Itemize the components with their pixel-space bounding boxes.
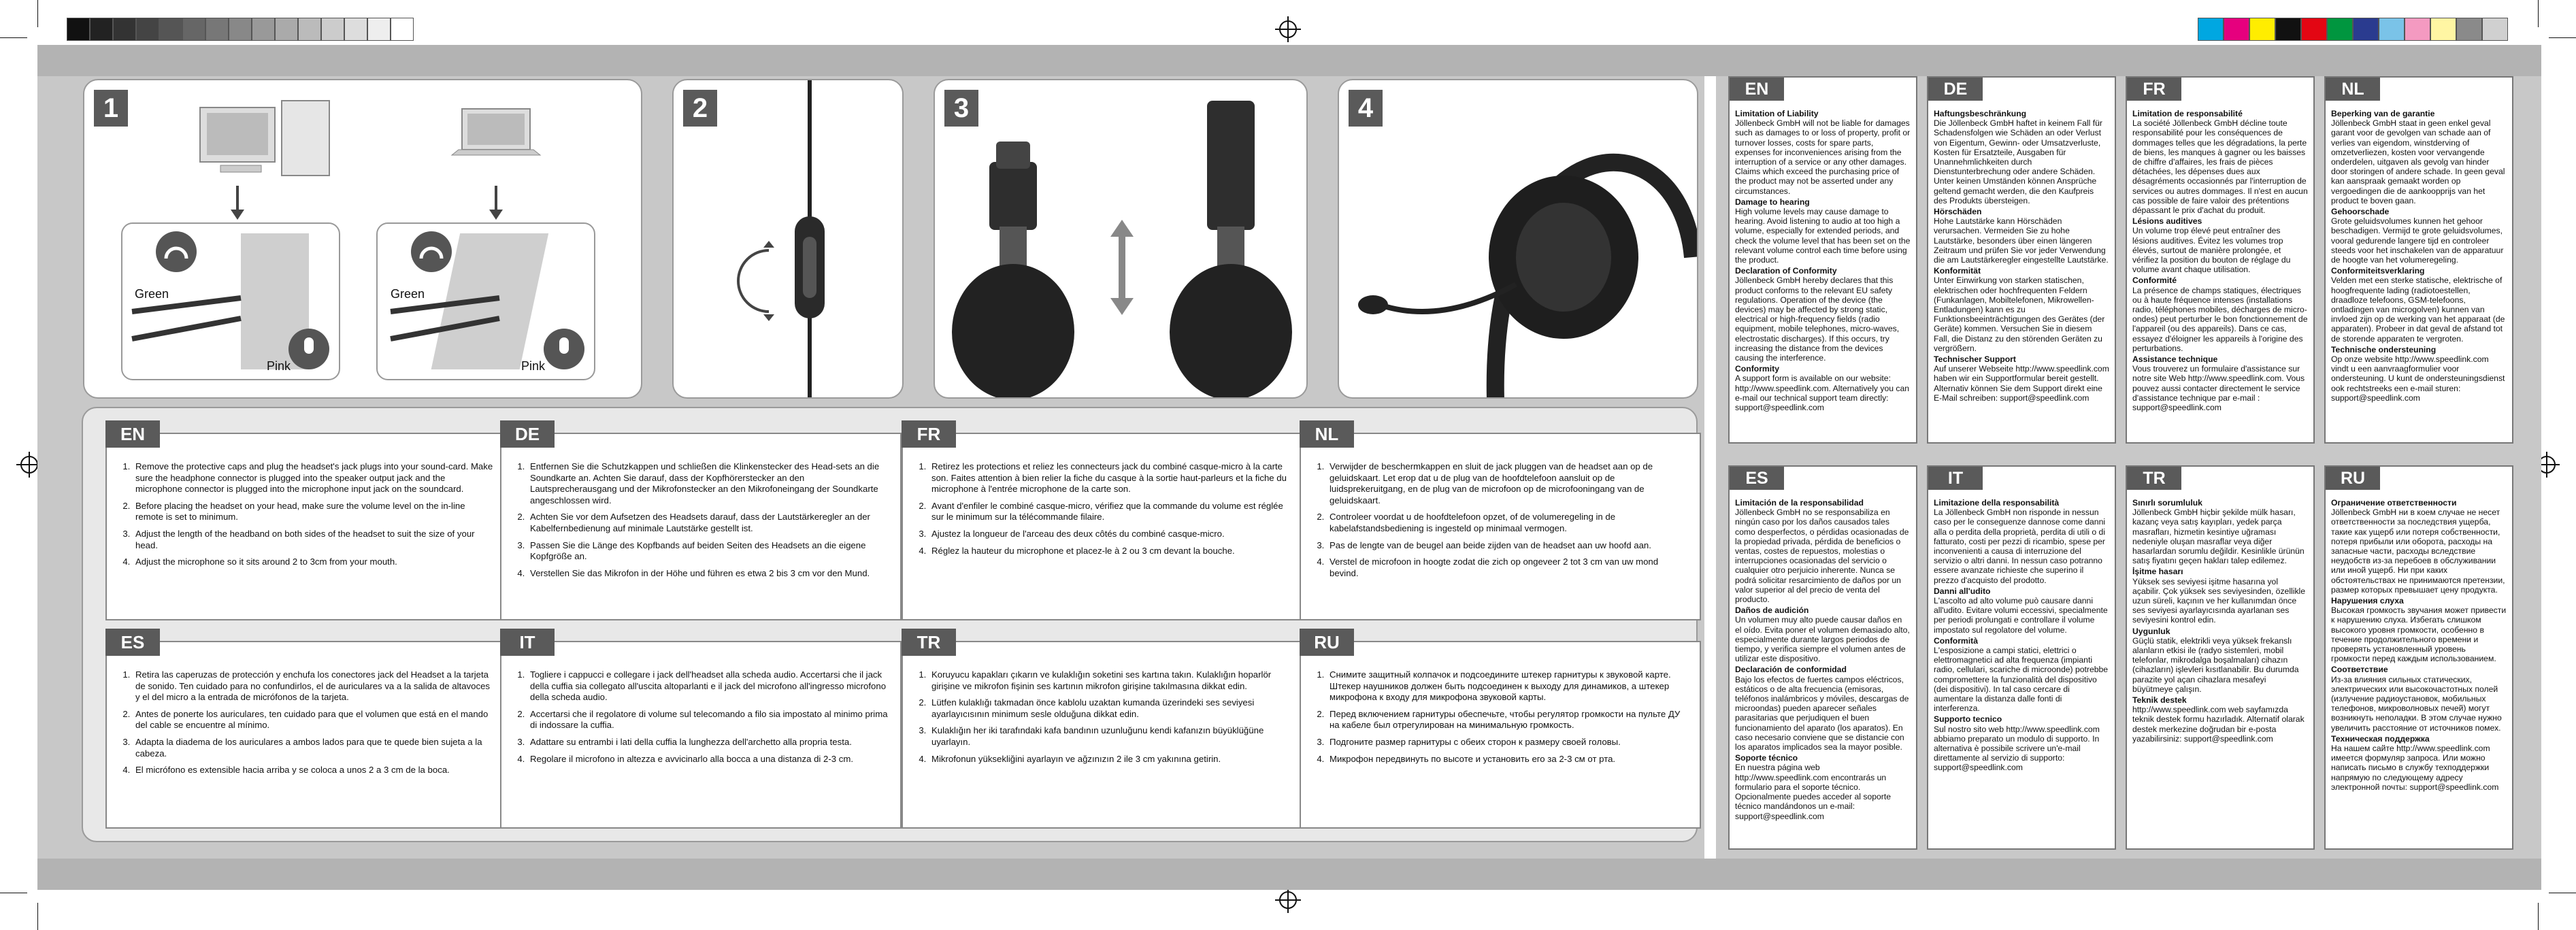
language-tag: IT (500, 629, 555, 656)
section-heading: Conformiteitsverklaring (2331, 266, 2425, 276)
color-swatch (2430, 18, 2456, 41)
section-heading: Haftungsbeschränkung (1934, 109, 2027, 118)
legal-column-fr (2126, 76, 2315, 444)
section-heading: Нарушения слуха (2331, 596, 2404, 606)
step-4-panel (1338, 79, 1698, 399)
step-1-illustration (84, 80, 642, 399)
section-text: Yüksek ses seviyesi işitme hasarına yol açabilir. Çok yüksek ses seviyesinden, özellikle uzun süreli, kaçının ve her kullanımdan önce ses seviyesi ayarlayıcısında ayarlanan ses seviyesini kontrol edin. (2132, 576, 2306, 625)
color-swatch (2275, 18, 2301, 41)
instruction-box-nl (1300, 423, 1701, 620)
instruction-list (1301, 642, 1700, 780)
language-tag: EN (1730, 78, 1784, 101)
section-text: Из-за влияния сильных статических, электрических или высокочастотных полей (излучение радиоустановок, мобильных телефонов, микроволновых печей) могут возникнуть неполадки. В этом случае нужно увеличить расстояние от источников помех. (2331, 674, 2502, 733)
crop-mark (37, 903, 38, 930)
instruction-box-es (105, 631, 507, 829)
crop-mark (37, 0, 38, 27)
language-tag: TR (902, 629, 956, 656)
language-tag: NL (1300, 420, 1354, 448)
step-number: 1 (94, 90, 128, 127)
step-1-panel (83, 79, 642, 399)
calibration-swatch (90, 18, 113, 41)
section-heading: Assistance technique (2132, 354, 2218, 365)
language-tag: DE (1928, 78, 1983, 101)
legal-column-body (2127, 101, 2313, 418)
legal-column-tr (2126, 465, 2315, 850)
section-text: Güçlü statik, elektrikli veya yüksek frekanslı alanların etkisi ile (radyo sistemleri, mobil telefonlar, mikrodalga boşalmaları) cihazın (cihazların) işlevleri kısıtlanabilir. Bu durumda parazite yol açan cihazlara mesafeyi büyütmeye çalışın. (2132, 635, 2299, 694)
crop-mark (2538, 903, 2539, 930)
color-swatch (2198, 18, 2224, 41)
instruction-list (501, 434, 900, 594)
section-heading: Daños de audición (1735, 605, 1809, 616)
instruction-item: 3. Kulaklığın her iki tarafındaki kafa bandının uzunluğunu kendi kafanızın büyüklüğüne uyarlayın. (929, 725, 1289, 748)
section-heading: Supporto tecnico (1934, 714, 2002, 725)
section-text: Die Jöllenbeck GmbH haftet in keinem Fall für Schadensfolgen wie Schäden an oder Verlust von Eigentum, Gewinn- oder Umsatzverluste, Kosten für Ersatzteile, Ausgaben für Unannehmlichkeiten durch Dienstunterbrechung oder andere Schäden. Unter keinen Umständen können Ansprüche geltend gemacht werden, die den Kaufpreis des Produkts übersteigen. (1934, 118, 2102, 205)
section-heading: Limitazione della responsabilità (1934, 498, 2060, 508)
instruction-list (107, 434, 506, 583)
calibration-swatch (298, 18, 321, 41)
color-calibration-bar (2198, 18, 2508, 41)
instruction-item: 3. Adapta la diadema de los auriculares a ambos lados para que te quede bien sujeta a la cabeza. (133, 737, 493, 759)
section-text: Un volumen muy alto puede causar daños en el oído. Evita poner el volumen demasiado alto, especialmente durante largos periodos de tiempo, y verifica siempre el volumen antes de utilizar este dispositivo. (1735, 615, 1910, 664)
legal-column-ru (2324, 465, 2513, 850)
section-text: Высокая громкость звучания может привести к нарушению слуха. Избегать слишком высокого уровня громкости, особенно в течение продолжительного времени и проверять установленный уровень громкости перед каждым использованием. (2331, 605, 2507, 664)
section-heading: Teknik destek (2132, 695, 2187, 705)
section-text: Bajo los efectos de fuertes campos eléctricos, estáticos o de alta frecuencia (emisoras, teléfonos inalámbricos y móviles, descargas de microondas) pueden aparecer señales parasitarias que perjudiquen el buen funcionamiento del aparato (los aparatos). En caso necesario conviene que se distancie con los aparatos implicados sea la mayor posible. (1735, 674, 1909, 752)
instruction-list (1301, 434, 1700, 594)
top-band (37, 45, 2541, 76)
registration-mark (20, 456, 38, 474)
instruction-item: 1. Verwijder de beschermkappen en sluit de jack pluggen van de headset aan op de geluidskaart. Let erop dat u de plug van de hoofdtelefoon aansluit op de luidsprekeruitgang, en de plug van de microfoon op de microfooningang van de geluidskaart. (1327, 461, 1687, 506)
section-heading: Beperking van de garantie (2331, 109, 2435, 118)
pink-label: Pink (521, 359, 546, 373)
section-text: Grote geluidsvolumes kunnen het gehoor beschadigen. Vermijd te grote geluidsvolumes, vooral gedurende langere tijd en controleer steeds voor het inschakelen van de apparatuur de hoogte van het volumeregeling. (2331, 216, 2504, 265)
section-text: Op onze website http://www.speedlink.com vindt u een aanvraagformulier voor ondersteuning. U kunt de ondersteuningsdienst ook rechtstreeks een e-mail sturen: support@speedlink.com (2331, 354, 2505, 403)
step-3-panel (934, 79, 1308, 399)
instruction-list (903, 434, 1302, 571)
instruction-box-it (500, 631, 902, 829)
calibration-swatch (205, 18, 229, 41)
section-heading: İşitme hasarı (2132, 567, 2183, 577)
color-swatch (2249, 18, 2275, 41)
instruction-box-tr (902, 631, 1303, 829)
legal-column-en (1728, 76, 1917, 444)
instruction-item: 4. Adjust the microphone so it sits around 2 to 3cm from your mouth. (133, 557, 493, 568)
green-label: Green (391, 287, 425, 301)
legal-column-body (1730, 101, 1916, 418)
color-swatch (2327, 18, 2353, 41)
instruction-item: 1. Retira las caperuzas de protección y enchufa los conectores jack del Headset a la tarjeta de sonido. Ten cuidado para no confundirlos, el de auriculares va a la salida de altavoces y el del micro a la entrada de micrófonos de la tarjeta. (133, 669, 493, 703)
section-text: Hohe Lautstärke kann Hörschäden verursachen. Vermeiden Sie zu hohe Lautstärke, besonders über einen längeren Zeitraum und prüfen Sie vor jeder Verwendung die am Lautstärkeregler eingestellte Lautstärke. (1934, 216, 2109, 265)
instruction-item: 1. Koruyucu kapakları çıkarın ve kulaklığın soketini ses kartına takın. Kulaklığın hoparlör girişine ve mikrofon fişinin ses kartının mikrofon girişine takılmasına dikkat edin. (929, 669, 1289, 692)
instruction-item: 1. Togliere i cappucci e collegare i jack dell'headset alla scheda audio. Accertarsi che il jack della cuffia sia collegato all'uscita altoparlanti e il jack del microfono all'ingresso microfono della scheda audio. (527, 669, 888, 703)
legal-column-body (2326, 101, 2512, 408)
color-swatch (2482, 18, 2508, 41)
section-heading: Техническая поддержка (2331, 733, 2430, 744)
grayscale-calibration-bar (67, 18, 414, 41)
instruction-item: 2. Antes de ponerte los auriculares, ten cuidado para que el volumen que está en el mando del cable se encuentre al mínimo. (133, 709, 493, 731)
instruction-item: 4. Verstel de microfoon in hoogte zodat die zich op ongeveer 2 tot 3 cm van uw mond bevind. (1327, 557, 1687, 579)
calibration-swatch (391, 18, 414, 41)
language-tag: DE (500, 420, 555, 448)
instruction-item: 2. Before placing the headset on your head, make sure the volume level on the in-line remote is set to minimum. (133, 501, 493, 523)
calibration-swatch (67, 18, 90, 41)
section-heading: Conformity (1735, 364, 1779, 374)
instruction-item: 3. Adattare su entrambi i lati della cuffia la lunghezza dell'archetto alla propria testa. (527, 737, 888, 748)
color-swatch (2379, 18, 2405, 41)
step-number: 4 (1349, 90, 1383, 127)
calibration-swatch (321, 18, 344, 41)
section-heading: Soporte técnico (1735, 753, 1798, 763)
legal-column-body (2127, 490, 2313, 749)
language-tag: ES (105, 629, 160, 656)
section-heading: Damage to hearing (1735, 197, 1810, 207)
instruction-item: 4. Verstellen Sie das Mikrofon in der Höhe und führen es etwa 2 bis 3 cm vor den Mund. (527, 568, 888, 580)
section-heading: Konformität (1934, 266, 1981, 276)
language-tag: FR (902, 420, 956, 448)
section-heading: Technische ondersteuning (2331, 344, 2437, 354)
language-tag: RU (2326, 467, 2380, 490)
language-tag: NL (2326, 78, 2380, 101)
instruction-box-en (105, 423, 507, 620)
color-swatch (2301, 18, 2327, 41)
color-swatch (2405, 18, 2430, 41)
language-tag: IT (1928, 467, 1983, 490)
instruction-item: 2. Lütfen kulaklığı takmadan önce kablolu uzaktan kumanda üzerindeki ses seviyesi ayarlayıcısının minimum sesle olduğuna dikkat edin. (929, 697, 1289, 720)
step-4-illustration (1339, 80, 1698, 399)
section-heading: Technischer Support (1934, 354, 2016, 365)
calibration-swatch (252, 18, 275, 41)
step-3-illustration (935, 80, 1308, 399)
section-heading: Limitación de la responsabilidad (1735, 498, 1864, 508)
section-text: A support form is available on our website: http://www.speedlink.com. Alternatively you can e-mail our technical support team directly: support@speedlink.com (1735, 373, 1910, 413)
green-label: Green (135, 287, 169, 301)
calibration-swatch (159, 18, 182, 41)
section-heading: Lésions auditives (2132, 216, 2202, 227)
crop-mark (0, 37, 27, 38)
section-heading: Limitation of Liability (1735, 109, 1819, 118)
calibration-swatch (136, 18, 159, 41)
instruction-item: 4. Réglez la hauteur du microphone et placez-le à 2 ou 3 cm devant la bouche. (929, 546, 1289, 557)
instruction-item: 1. Remove the protective caps and plug the headset's jack plugs into your sound-card. Make sure the headphone connector is plugged into the speaker output jack and the microphone connector is plugged into the microphone input jack on the soundcard. (133, 461, 493, 495)
section-text: L'ascolto ad alto volume può causare danni all'udito. Evitare volumi eccessivi, specialmente per periodi prolungati e controllare il volume impostato sul regolatore del volume. (1934, 596, 2108, 635)
crop-mark (2538, 0, 2539, 27)
section-heading: Limitation de responsabilité (2132, 109, 2243, 118)
instruction-box-fr (902, 423, 1303, 620)
instruction-item: 2. Accertarsi che il regolatore di volume sul telecomando a filo sia impostato al minimo prima di indossare la cuffia. (527, 709, 888, 731)
instruction-box-ru (1300, 631, 1701, 829)
bottom-band (37, 859, 2541, 890)
legal-column-body (1730, 490, 1916, 827)
instruction-item: 3. Ajustez la longueur de l'arceau des deux côtés du combiné casque-micro. (929, 529, 1289, 540)
instruction-item: 3. Подгоните размер гарнитуры с обеих сторон к размеру своей головы. (1327, 737, 1687, 748)
section-heading: Declaration of Conformity (1735, 266, 1837, 276)
registration-mark (1279, 891, 1297, 909)
section-text: Un volume trop élevé peut entraîner des lésions auditives. Évitez les volumes trop élevés, surtout de manière prolongée, et vérifiez la position du bouton de réglage du volume avant chaque utilisation. (2132, 226, 2291, 275)
color-swatch (2224, 18, 2249, 41)
section-text: L'esposizione a campi statici, elettrici o elettromagnetici ad alta frequenza (impianti radio, cellulari, scariche di microonde) potrebbe compromettere la funzionalità del dispositivo (dei dispositivi). In tal caso cercare di aumentare la distanza dalle fonti di interferenza. (1934, 646, 2109, 714)
instruction-item: 3. Pas de lengte van de beugel aan beide zijden van de headset aan uw hoofd aan. (1327, 540, 1687, 552)
language-tag: RU (1300, 629, 1354, 656)
section-text: Velden met een sterke statische, elektrische of hoogfrequente lading (radiotoestellen, draadloze telefoons, GSM-telefoons, ontladingen van microgolven) kunnen van invloed zijn op de werking van het apparaat (de apparaten). Probeer in dat geval de afstand tot de storende apparaten te vergroten. (2331, 276, 2505, 344)
calibration-swatch (229, 18, 252, 41)
step-number: 2 (683, 90, 717, 127)
language-tag: FR (2127, 78, 2181, 101)
step-number: 3 (944, 90, 978, 127)
legal-column-body (2326, 490, 2512, 797)
instruction-item: 4. El micrófono es extensible hacia arriba y se coloca a unos 2 a 3 cm de la boca. (133, 765, 493, 776)
language-tag: EN (105, 420, 160, 448)
section-text: La société Jöllenbeck GmbH décline toute responsabilité pour les conséquences de dommages telles que les dégradations, la perte de biens, les manques à gagner ou les baisses de chiffre d'affaires, les frais de pièces détachées, les dépenses dues aux désagréments occasionnés par l'interruption de services ou autres dommages. Il n'est en aucun cas possible de faire valoir des prétentions dépassant le prix d'achat du produit. (2132, 118, 2308, 216)
color-swatch (2353, 18, 2379, 41)
section-text: Unter Einwirkung von starken statischen, elektrischen oder hochfrequenten Feldern (Funkanlagen, Mobiltelefonen, Mikrowellen-Entladungen) kann es zu Funktionsbeeinträchtigungen des Gerätes (der Geräte) kommen. Versuchen Sie in diesem Fall, die Distanz zu den störenden Geräten zu vergrößern. (1934, 276, 2105, 353)
section-text: Jöllenbeck GmbH hereby declares that this product conforms to the relevant EU safety regulations. Operation of the device (the devices) may be affected by strong static, electrical or high-frequency fields (radio equipment, mobile telephones, micro-waves, electrostatic discharges). If this occurs, try increasing the distance from the devices causing the interference. (1735, 276, 1900, 363)
section-heading: Sınırlı sorumluluk (2132, 498, 2202, 508)
section-heading: Соответствие (2331, 665, 2388, 675)
instruction-list (903, 642, 1302, 780)
section-heading: Conformité (2132, 276, 2177, 286)
section-heading: Gehoorschade (2331, 207, 2390, 217)
section-heading: Danni all'udito (1934, 586, 1991, 596)
section-text: En nuestra página web http://www.speedlink.com encontrarás un formulario para el soporte técnico. Opcionalmente puedes acceder al soporte técnico mandándonos un e-mail: support@speedlink.com (1735, 763, 1891, 821)
section-text: http://www.speedlink.com web sayfamızda teknik destek formu hazırladık. Alternatif olarak destek merkezine doğrudan bir e-posta yazabilirsiniz: support@speedlink.com (2132, 705, 2305, 744)
section-text: La Jöllenbeck GmbH non risponde in nessun caso per le conseguenze dannose come danni alla o perdita della proprietà, perdita di utili o di fatturato, costi per pezzi di ricambio, spese per inconvenienti a causa di interruzione del servizio o altri danni. In nessun caso potranno essere avanzate richieste che superino il prezzo d'acquisto del prodotto. (1934, 508, 2106, 585)
instruction-item: 4. Regolare il microfono in altezza e avvicinarlo alla bocca a una distanza di 2-3 cm. (527, 754, 888, 765)
color-swatch (2456, 18, 2482, 41)
section-heading: Uygunluk (2132, 626, 2170, 636)
language-tag: ES (1730, 467, 1784, 490)
legal-column-de (1927, 76, 2116, 444)
legal-column-nl (2324, 76, 2513, 444)
section-heading: Conformità (1934, 635, 1978, 646)
section-text: Auf unserer Webseite http://www.speedlink.com haben wir ein Supportformular bereit gestellt. Alternativ können Sie dem Support direkt eine E-Mail schreiben: support@speedlink.com (1934, 364, 2109, 403)
pink-label: Pink (267, 359, 291, 373)
instruction-item: 1. Retirez les protections et reliez les connecteurs jack du combiné casque-micro à la carte son. Faites attention à bien relier la fiche du casque à la sortie haut-parleurs et la fiche du microphone à l'entrée microphone de la carte son. (929, 461, 1289, 495)
section-text: High volume levels may cause damage to hearing. Avoid listening to audio at too high a volume, especially for extended periods, and check the volume level that has been set on the relevant volume control each time before using the product. (1735, 207, 1911, 265)
legal-column-body (1928, 490, 2115, 778)
step-2-illustration (674, 80, 904, 399)
instruction-item: 4. Микрофон передвинуть по высоте и установить его за 2-3 см от рта. (1327, 754, 1687, 765)
instruction-list (107, 642, 506, 791)
section-text: Jöllenbeck GmbH will not be liable for damages such as damages to or loss of property, profit or turnover losses, costs for spare parts, expenses for inconveniences arising from the interruption of a service or any other damages. Claims which exceed the purchasing price of the product may not be asserted under any circumstances. (1735, 118, 1911, 196)
instruction-item: 2. Перед включением гарнитуры обеспечьте, чтобы регулятор громкости на пульте ДУ на кабеле был отрегулирован на минимальную громкость. (1327, 709, 1687, 731)
section-heading: Hörschäden (1934, 207, 1982, 217)
calibration-swatch (344, 18, 367, 41)
step-2-panel (672, 79, 904, 399)
calibration-swatch (113, 18, 136, 41)
calibration-swatch (182, 18, 205, 41)
section-text: Sul nostro sito web http://www.speedlink.com abbiamo preparato un modulo di supporto. In alternativa è possibile scrivere un'e-mail direttamente al servizio di supporto: support@speedlink.com (1934, 724, 2100, 773)
instruction-item: 4. Mikrofonun yüksekliğini ayarlayın ve ağzınızın 2 ile 3 cm yakınına getirin. (929, 754, 1289, 765)
instruction-item: 3. Adjust the length of the headband on both sides of the headset to suit the size of your head. (133, 529, 493, 551)
crop-mark (2549, 37, 2576, 38)
calibration-swatch (275, 18, 298, 41)
legal-column-it (1927, 465, 2116, 850)
section-text: На нашем сайте http://www.speedlink.com имеется формуляр запроса. Или можно написать письмо в службу техподдержки напрямую по следующему адресу электронной почты: support@speedlink.com (2331, 744, 2499, 792)
instruction-box-de (500, 423, 902, 620)
calibration-swatch (367, 18, 391, 41)
instruction-item: 2. Avant d'enfiler le combiné casque-micro, vérifiez que la commande du volume est réglée sur le minimum sur la télécommande filaire. (929, 501, 1289, 523)
section-text: Jöllenbeck GmbH no se responsabiliza en ningún caso por los daños causados tales como desperfectos, o pérdidas ocasionadas de la propiedad privada, pérdida de beneficios o ventas, costes de repuestos, molestias o interrupciones ocasionadas del servicio o cualquier otro perjuicio inherente. Nunca se podrá solicitar resarcimiento de daños por un valor superior al del precio de venta del producto. (1735, 508, 1909, 605)
instruction-item: 1. Снимите защитный колпачок и подсоедините штекер гарнитуры к звуковой карте. Штекер наушников должен быть подсоединен к выходу для динамиков, а штекер микрофона к входу для микрофона звуковой карты. (1327, 669, 1687, 703)
section-text: La présence de champs statiques, électriques ou à haute fréquence intenses (installations radio, téléphones mobiles, décharges de micro-ondes) peut perturber le bon fonctionnement de l'appareil (ou des appareils). Dans ce cas, essayez d'éloigner les appareils à l'origine des perturbations. (2132, 285, 2308, 353)
registration-mark (1279, 20, 1297, 38)
instruction-item: 1. Entfernen Sie die Schutzkappen und schließen die Klinkenstecker des Head-sets an die Soundkarte an. Achten Sie darauf, dass der Kopfhörerstecker an den Lautsprecherausgang und der Mikrofonstecker an den Mikrofoneingang der Soundkarte angeschlossen wird. (527, 461, 888, 506)
section-text: Vous trouverez un formulaire d'assistance sur notre site Web http://www.speedlink.com. Vous pouvez aussi contacter directement le service d'assistance technique par e-mail : support@speedlink.com (2132, 364, 2305, 413)
legal-column-body (1928, 101, 2115, 408)
language-tag: TR (2127, 467, 2181, 490)
section-heading: Ограничение ответственности (2331, 498, 2457, 508)
legal-column-es (1728, 465, 1917, 850)
section-heading: Declaración de conformidad (1735, 665, 1847, 675)
instruction-item: 2. Controleer voordat u de hoofdtelefoon opzet, of de volumeregeling in de kabelafstandsbediening is ingesteld op minimaal vermogen. (1327, 512, 1687, 534)
instruction-list (501, 642, 900, 780)
section-text: Jöllenbeck GmbH hiçbir şekilde mülk hasarı, kazanç veya satış kayıpları, yedek parça masrafları, hizmetin kesintiye uğraması nedeniyle oluşan masraflar veya diğer hasarlardan sorumlu değildir. Kesinlikle ürünün satış fiyatını geçen hakları talep edilemez. (2132, 508, 2305, 566)
section-text: Jöllenbeck GmbH staat in geen enkel geval garant voor de gevolgen van schade aan of verlies van eigendom, winstderving of omzetverliezen, kosten voor vervangende onderdelen, uitgaven als gevolg van hinder door storingen of andere schade. In geen geval kan aanspraak gemaakt worden op vergoedingen die de aankoopprijs van het product te boven gaan. (2331, 118, 2505, 205)
instruction-item: 3. Passen Sie die Länge des Kopfbands auf beiden Seiten des Headsets an die eigene Kopfgröße an. (527, 540, 888, 563)
instruction-item: 2. Achten Sie vor dem Aufsetzen des Headsets darauf, dass der Lautstärkeregler an der Kabelfernbedienung auf minimale Lautstärke gestellt ist. (527, 512, 888, 534)
section-text: Jöllenbeck GmbH ни в коем случае не несет ответственности за последствия ущерба, такие как ущерб или потеря собственности, потеря прибыли или оборота, расходы на запасные части, расходы вследствие неудобств из-за перебоев в обслуживании или иной ущерб. Ни при каких обстоятельствах не принимаются претензии, размер которых превышает цену продукта. (2331, 508, 2505, 595)
